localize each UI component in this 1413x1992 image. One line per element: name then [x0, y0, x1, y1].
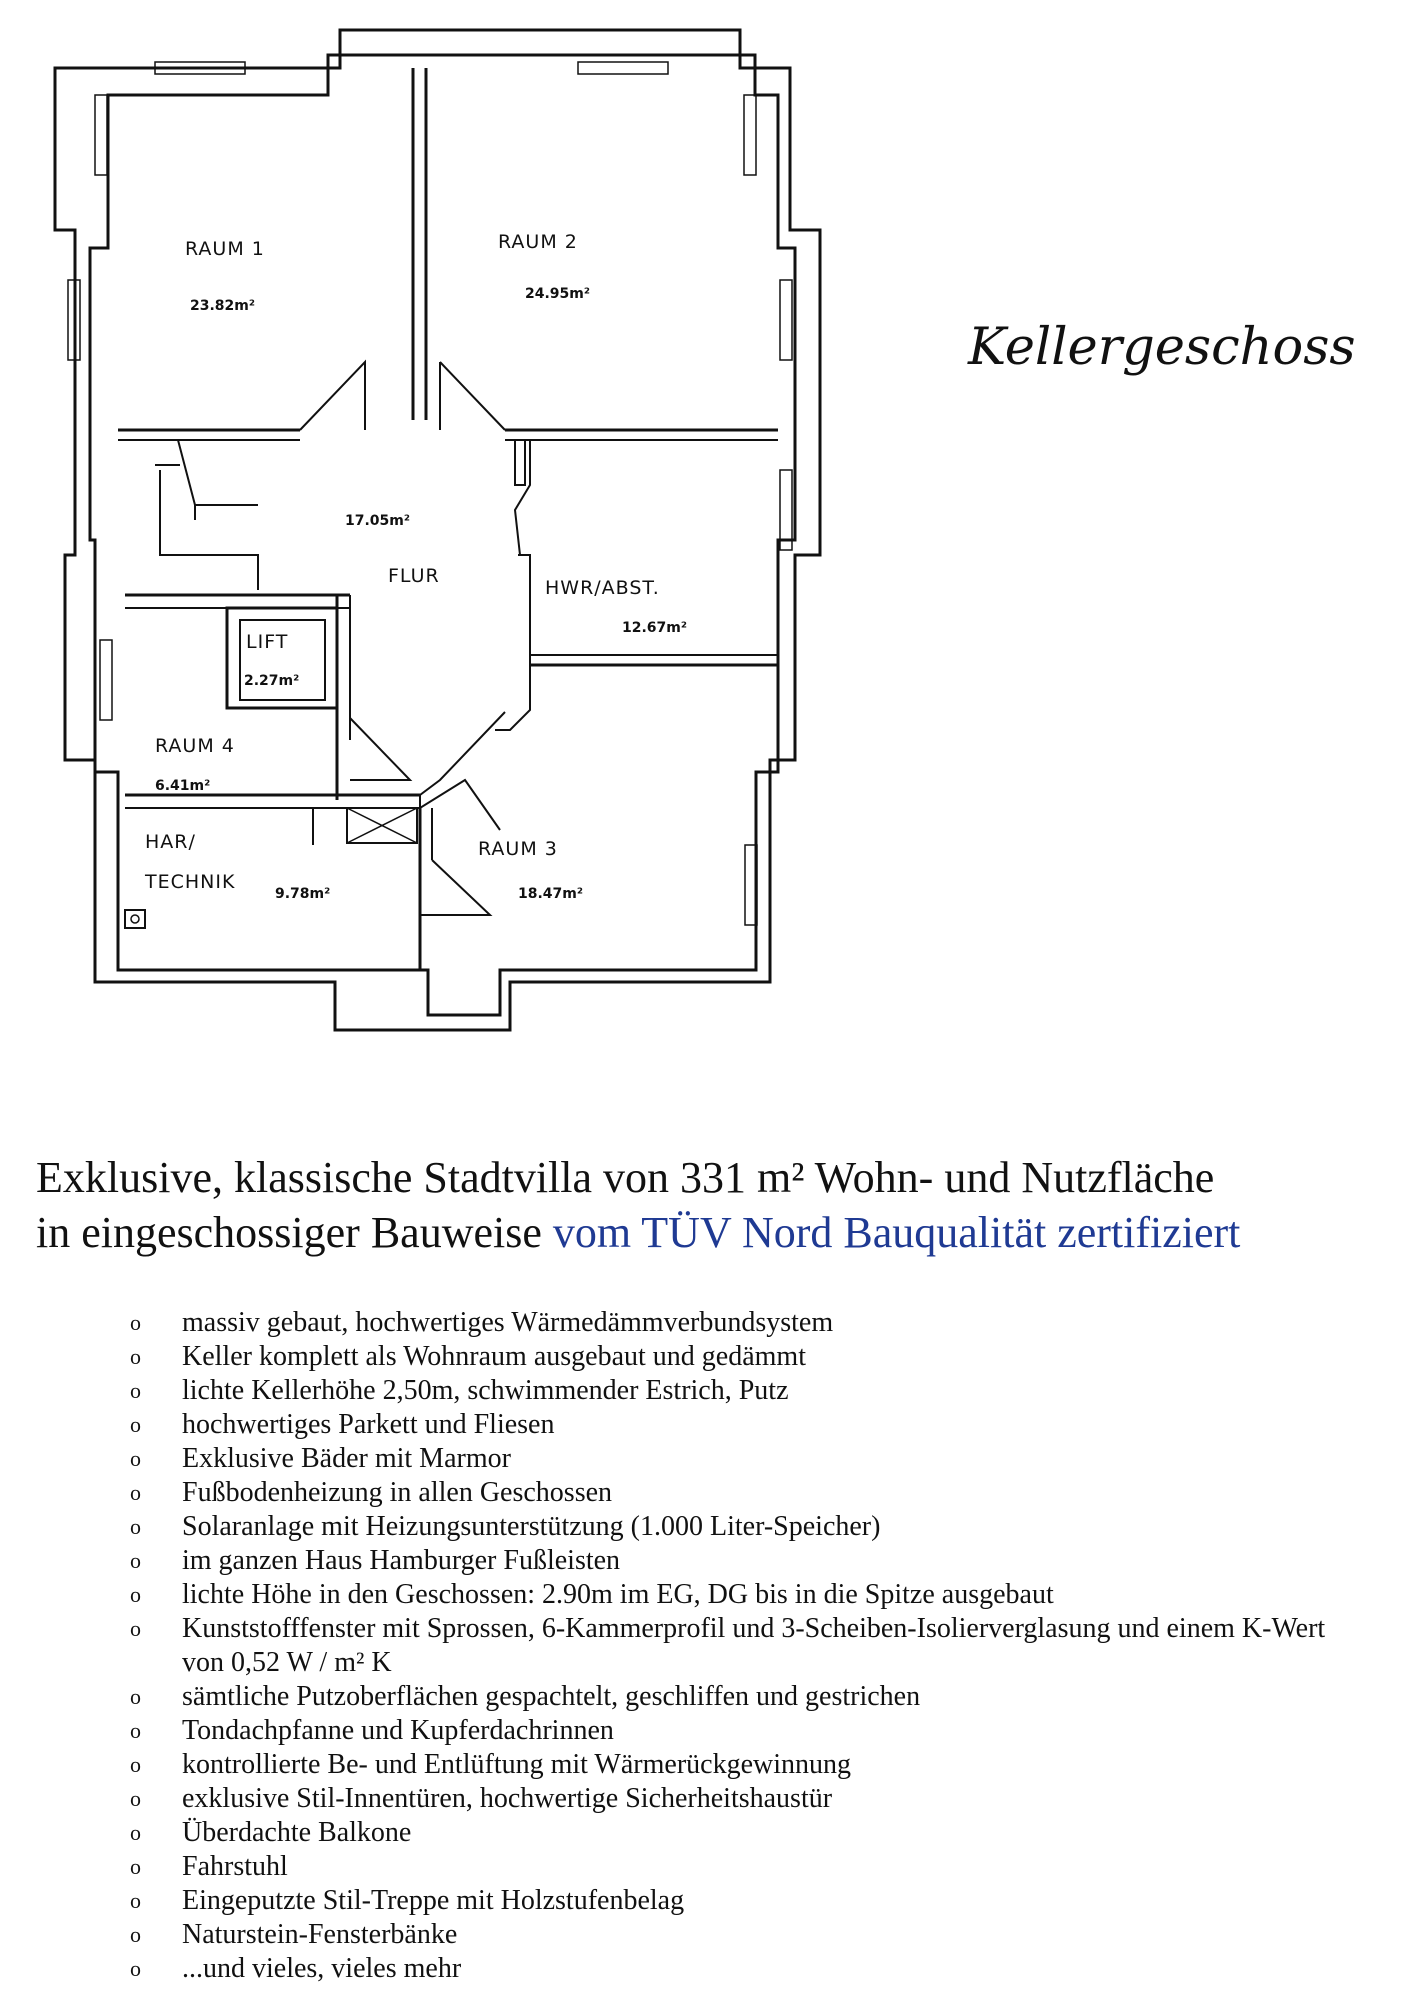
feature-text: lichte Kellerhöhe 2,50m, schwimmender Estrich, Putz	[182, 1375, 789, 1406]
room-area-raum1: 23.82m²	[190, 298, 256, 314]
feature-text: exklusive Stil-Innentüren, hochwertige Sicherheitshaustür	[182, 1783, 833, 1814]
room-area-flur: 17.05m²	[345, 513, 411, 529]
headline-accent: vom TÜV Nord Bauqualität zertifiziert	[552, 1208, 1241, 1257]
feature-item	[130, 1340, 1362, 1374]
feature-item	[130, 1408, 1362, 1442]
feature-text: Keller komplett als Wohnraum ausgebaut und gedämmt	[182, 1341, 806, 1372]
bullet-icon: o	[130, 1820, 141, 1845]
bullet-icon: o	[130, 1480, 141, 1505]
feature-item	[130, 1714, 1362, 1748]
bullet-icon: o	[130, 1446, 141, 1471]
bullet-icon: o	[130, 1752, 141, 1777]
room-label-har: HAR/	[145, 831, 196, 853]
feature-text: sämtliche Putzoberflächen gespachtelt, geschliffen und gestrichen	[182, 1681, 921, 1712]
feature-item	[130, 1850, 1362, 1884]
bullet-icon: o	[130, 1786, 141, 1811]
headline-line1: Exklusive, klassische Stadtvilla von 331 m² Wohn- und Nutzfläche	[36, 1153, 1215, 1202]
bullet-icon: o	[130, 1548, 141, 1573]
room-label-hwr: HWR/ABST.	[545, 577, 660, 599]
bullet-icon: o	[130, 1514, 141, 1539]
feature-item	[130, 1510, 1362, 1544]
room-label-technik: TECHNIK	[145, 871, 236, 893]
feature-text: Tondachpfanne und Kupferdachrinnen	[182, 1715, 614, 1746]
room-label-raum1: RAUM 1	[185, 238, 265, 260]
bullet-icon: o	[130, 1378, 141, 1403]
bullet-icon: o	[130, 1412, 141, 1437]
room-label-raum4: RAUM 4	[155, 735, 235, 757]
room-area-raum4: 6.41m²	[155, 778, 211, 794]
bullet-icon: o	[130, 1718, 141, 1743]
feature-text: Fußbodenheizung in allen Geschossen	[182, 1477, 613, 1508]
bullet-icon: o	[130, 1582, 141, 1607]
feature-item	[130, 1884, 1362, 1918]
floor-title: Kellergeschoss	[968, 318, 1356, 377]
bullet-icon: o	[130, 1888, 141, 1913]
bullet-icon: o	[130, 1956, 141, 1981]
feature-text: Kunststofffenster mit Sprossen, 6-Kammerprofil und 3-Scheiben-Isolierverglasung und einem K-Wert von 0,52 W / m² K	[182, 1613, 1326, 1678]
feature-text: kontrollierte Be- und Entlüftung mit Wärmerückgewinnung	[182, 1749, 851, 1780]
feature-item	[130, 1374, 1362, 1408]
feature-text: Eingeputzte Stil-Treppe mit Holzstufenbelag	[182, 1885, 685, 1916]
feature-text: Fahrstuhl	[182, 1851, 288, 1882]
feature-item	[130, 1918, 1362, 1952]
room-area-raum2: 24.95m²	[525, 286, 591, 302]
feature-text: lichte Höhe in den Geschossen: 2.90m im EG, DG bis in die Spitze ausgebaut	[182, 1579, 1054, 1610]
bullet-icon: o	[130, 1616, 141, 1641]
feature-item	[130, 1476, 1362, 1510]
bullet-icon: o	[130, 1310, 141, 1335]
headline	[36, 1150, 1406, 1260]
feature-item	[130, 1748, 1362, 1782]
room-label-flur: FLUR	[388, 565, 440, 587]
feature-item	[130, 1680, 1362, 1714]
room-label-raum2: RAUM 2	[498, 231, 578, 253]
feature-item	[130, 1612, 1362, 1680]
feature-text: Solaranlage mit Heizungsunterstützung (1.000 Liter-Speicher)	[182, 1511, 881, 1542]
feature-text: im ganzen Haus Hamburger Fußleisten	[182, 1545, 621, 1576]
feature-text: Exklusive Bäder mit Marmor	[182, 1443, 511, 1474]
room-label-raum3: RAUM 3	[478, 838, 558, 860]
room-label-lift: LIFT	[246, 631, 289, 653]
feature-text: ...und vieles, vieles mehr	[182, 1953, 462, 1984]
feature-text: Überdachte Balkone	[182, 1817, 412, 1848]
feature-item	[130, 1816, 1362, 1850]
room-area-raum3: 18.47m²	[518, 886, 584, 902]
room-area-lift: 2.27m²	[244, 673, 300, 689]
room-area-har: 9.78m²	[275, 886, 331, 902]
room-area-hwr: 12.67m²	[622, 620, 688, 636]
headline-line2-text: in eingeschossiger Bauweise	[36, 1208, 542, 1257]
feature-list	[130, 1306, 1362, 1986]
headline-line2	[36, 1205, 1406, 1260]
feature-item	[130, 1442, 1362, 1476]
bullet-icon: o	[130, 1854, 141, 1879]
feature-item	[130, 1782, 1362, 1816]
feature-item	[130, 1578, 1362, 1612]
feature-item	[130, 1306, 1362, 1340]
feature-text: hochwertiges Parkett und Fliesen	[182, 1409, 555, 1440]
bullet-icon: o	[130, 1684, 141, 1709]
feature-item	[130, 1952, 1362, 1986]
bullet-icon: o	[130, 1922, 141, 1947]
feature-item	[130, 1544, 1362, 1578]
feature-text: massiv gebaut, hochwertiges Wärmedämmverbundsystem	[182, 1307, 834, 1338]
feature-text: Naturstein-Fensterbänke	[182, 1919, 458, 1950]
bullet-icon: o	[130, 1344, 141, 1369]
